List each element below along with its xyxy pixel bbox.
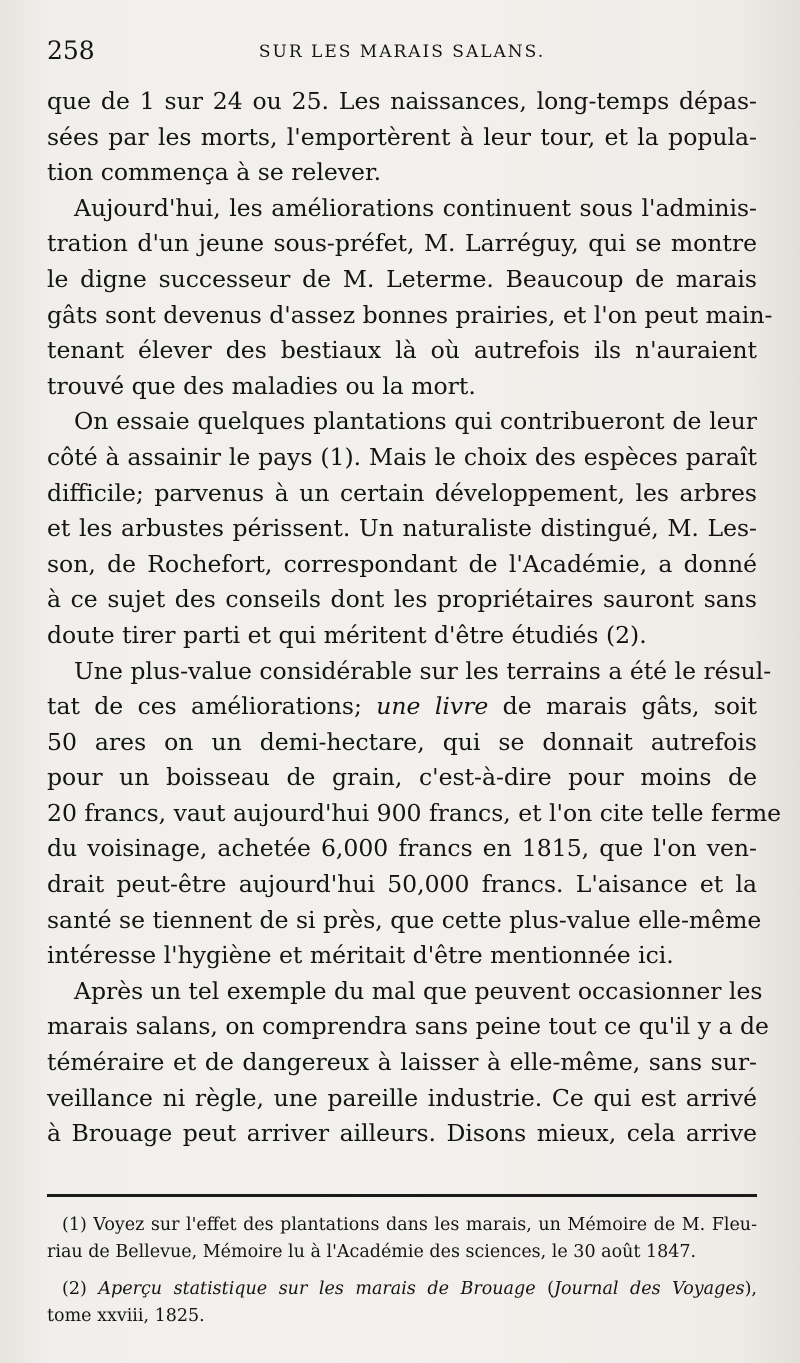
text-line: sées par les morts, l'emportèrent à leur tour, et la popula- xyxy=(47,122,757,151)
text-segment: de marais gâts, soit xyxy=(502,692,757,721)
text-line: téméraire et de dangereux à laisser à elle-même, sans sur- xyxy=(47,1048,757,1077)
paragraph-start: Aujourd'hui, les améliorations continuent sous l'adminis- xyxy=(74,193,757,222)
text-line: tration d'un jeune sous-préfet, M. Larréguy, qui se montre xyxy=(47,229,757,258)
text-line: difficile; parvenus à un certain développement, les arbres xyxy=(47,478,757,507)
page-number: 258 xyxy=(47,36,95,65)
footnote-2-journal: Journal des Voyages xyxy=(553,1279,745,1299)
footnote-gap xyxy=(47,1266,757,1276)
text-line: son, de Rochefort, correspondant de l'Académie, a donné xyxy=(47,549,757,578)
text-line xyxy=(47,689,757,725)
footnote-2-line xyxy=(47,1276,757,1303)
text-line: doute tirer parti et qui méritent d'être étudiés (2). xyxy=(47,620,647,649)
text-line: gâts sont devenus d'assez bonnes prairies, et l'on peut main- xyxy=(47,300,773,329)
italic-phrase: une livre xyxy=(376,692,489,721)
text-line: le digne successeur de M. Leterme. Beaucoup de marais xyxy=(47,264,757,293)
footnotes xyxy=(47,1212,757,1330)
paragraph-start: On essaie quelques plantations qui contribueront de leur xyxy=(74,407,757,436)
footnote-2-paren: ( xyxy=(547,1279,554,1299)
text-line: tion commença à se relever. xyxy=(47,158,382,187)
footnote-1-line: riau de Bellevue, Mémoire lu à l'Académie des sciences, le 30 août 1847. xyxy=(47,1242,697,1262)
footnote-2-line: tome xxviii, 1825. xyxy=(47,1306,205,1326)
text-line: à Brouage peut arriver ailleurs. Disons mieux, cela arrive xyxy=(47,1119,757,1148)
text-line: marais salans, on comprendra sans peine tout ce qu'il y a de xyxy=(47,1012,769,1041)
paragraph-start: Une plus-value considérable sur les terrains a été le résul- xyxy=(74,656,772,685)
footnote-1-line: (1) Voyez sur l'effet des plantations dans les marais, un Mémoire de M. Fleu- xyxy=(62,1215,757,1235)
text-line: veillance ni règle, une pareille industrie. Ce qui est arrivé xyxy=(47,1083,757,1112)
text-line: 20 francs, vaut aujourd'hui 900 francs, et l'on cite telle ferme xyxy=(47,798,782,827)
text-line: que de 1 sur 24 ou 25. Les naissances, long-temps dépas- xyxy=(47,87,757,115)
footnote-2-title: Aperçu statistique sur les marais de Brouage xyxy=(98,1279,536,1299)
text-line: du voisinage, achetée 6,000 francs en 1815, que l'on ven- xyxy=(47,834,757,863)
footnote-2-number: (2) xyxy=(62,1279,87,1299)
paragraph-start: Après un tel exemple du mal que peuvent occasionner les xyxy=(74,976,763,1005)
text-line: à ce sujet des conseils dont les propriétaires sauront sans xyxy=(47,585,757,614)
text-line: et les arbustes périssent. Un naturaliste distingué, M. Les- xyxy=(47,514,757,543)
footnote-rule xyxy=(47,1194,757,1197)
text-line: 50 ares on un demi-hectare, qui se donnait autrefois xyxy=(47,727,757,756)
text-line: trouvé que des maladies ou la mort. xyxy=(47,371,476,400)
text-line: santé se tiennent de si près, que cette plus-value elle-même xyxy=(47,905,762,934)
text-line: tenant élever des bestiaux là où autrefois ils n'auraient xyxy=(47,336,757,365)
running-head: SUR LES MARAIS SALANS. xyxy=(258,42,546,62)
page-header xyxy=(47,36,757,72)
text-segment: tat de ces améliorations; xyxy=(47,692,362,721)
text-line: drait peut-être aujourd'hui 50,000 francs. L'aisance et la xyxy=(47,870,757,899)
footnote-2-paren: ), xyxy=(744,1279,757,1299)
text-line: côté à assainir le pays (1). Mais le choix des espèces paraît xyxy=(47,442,757,471)
text-line: pour un boisseau de grain, c'est-à-dire pour moins de xyxy=(47,763,757,792)
text-line: intéresse l'hygiène et méritait d'être mentionnée ici. xyxy=(47,941,674,970)
body-text xyxy=(47,84,782,1152)
